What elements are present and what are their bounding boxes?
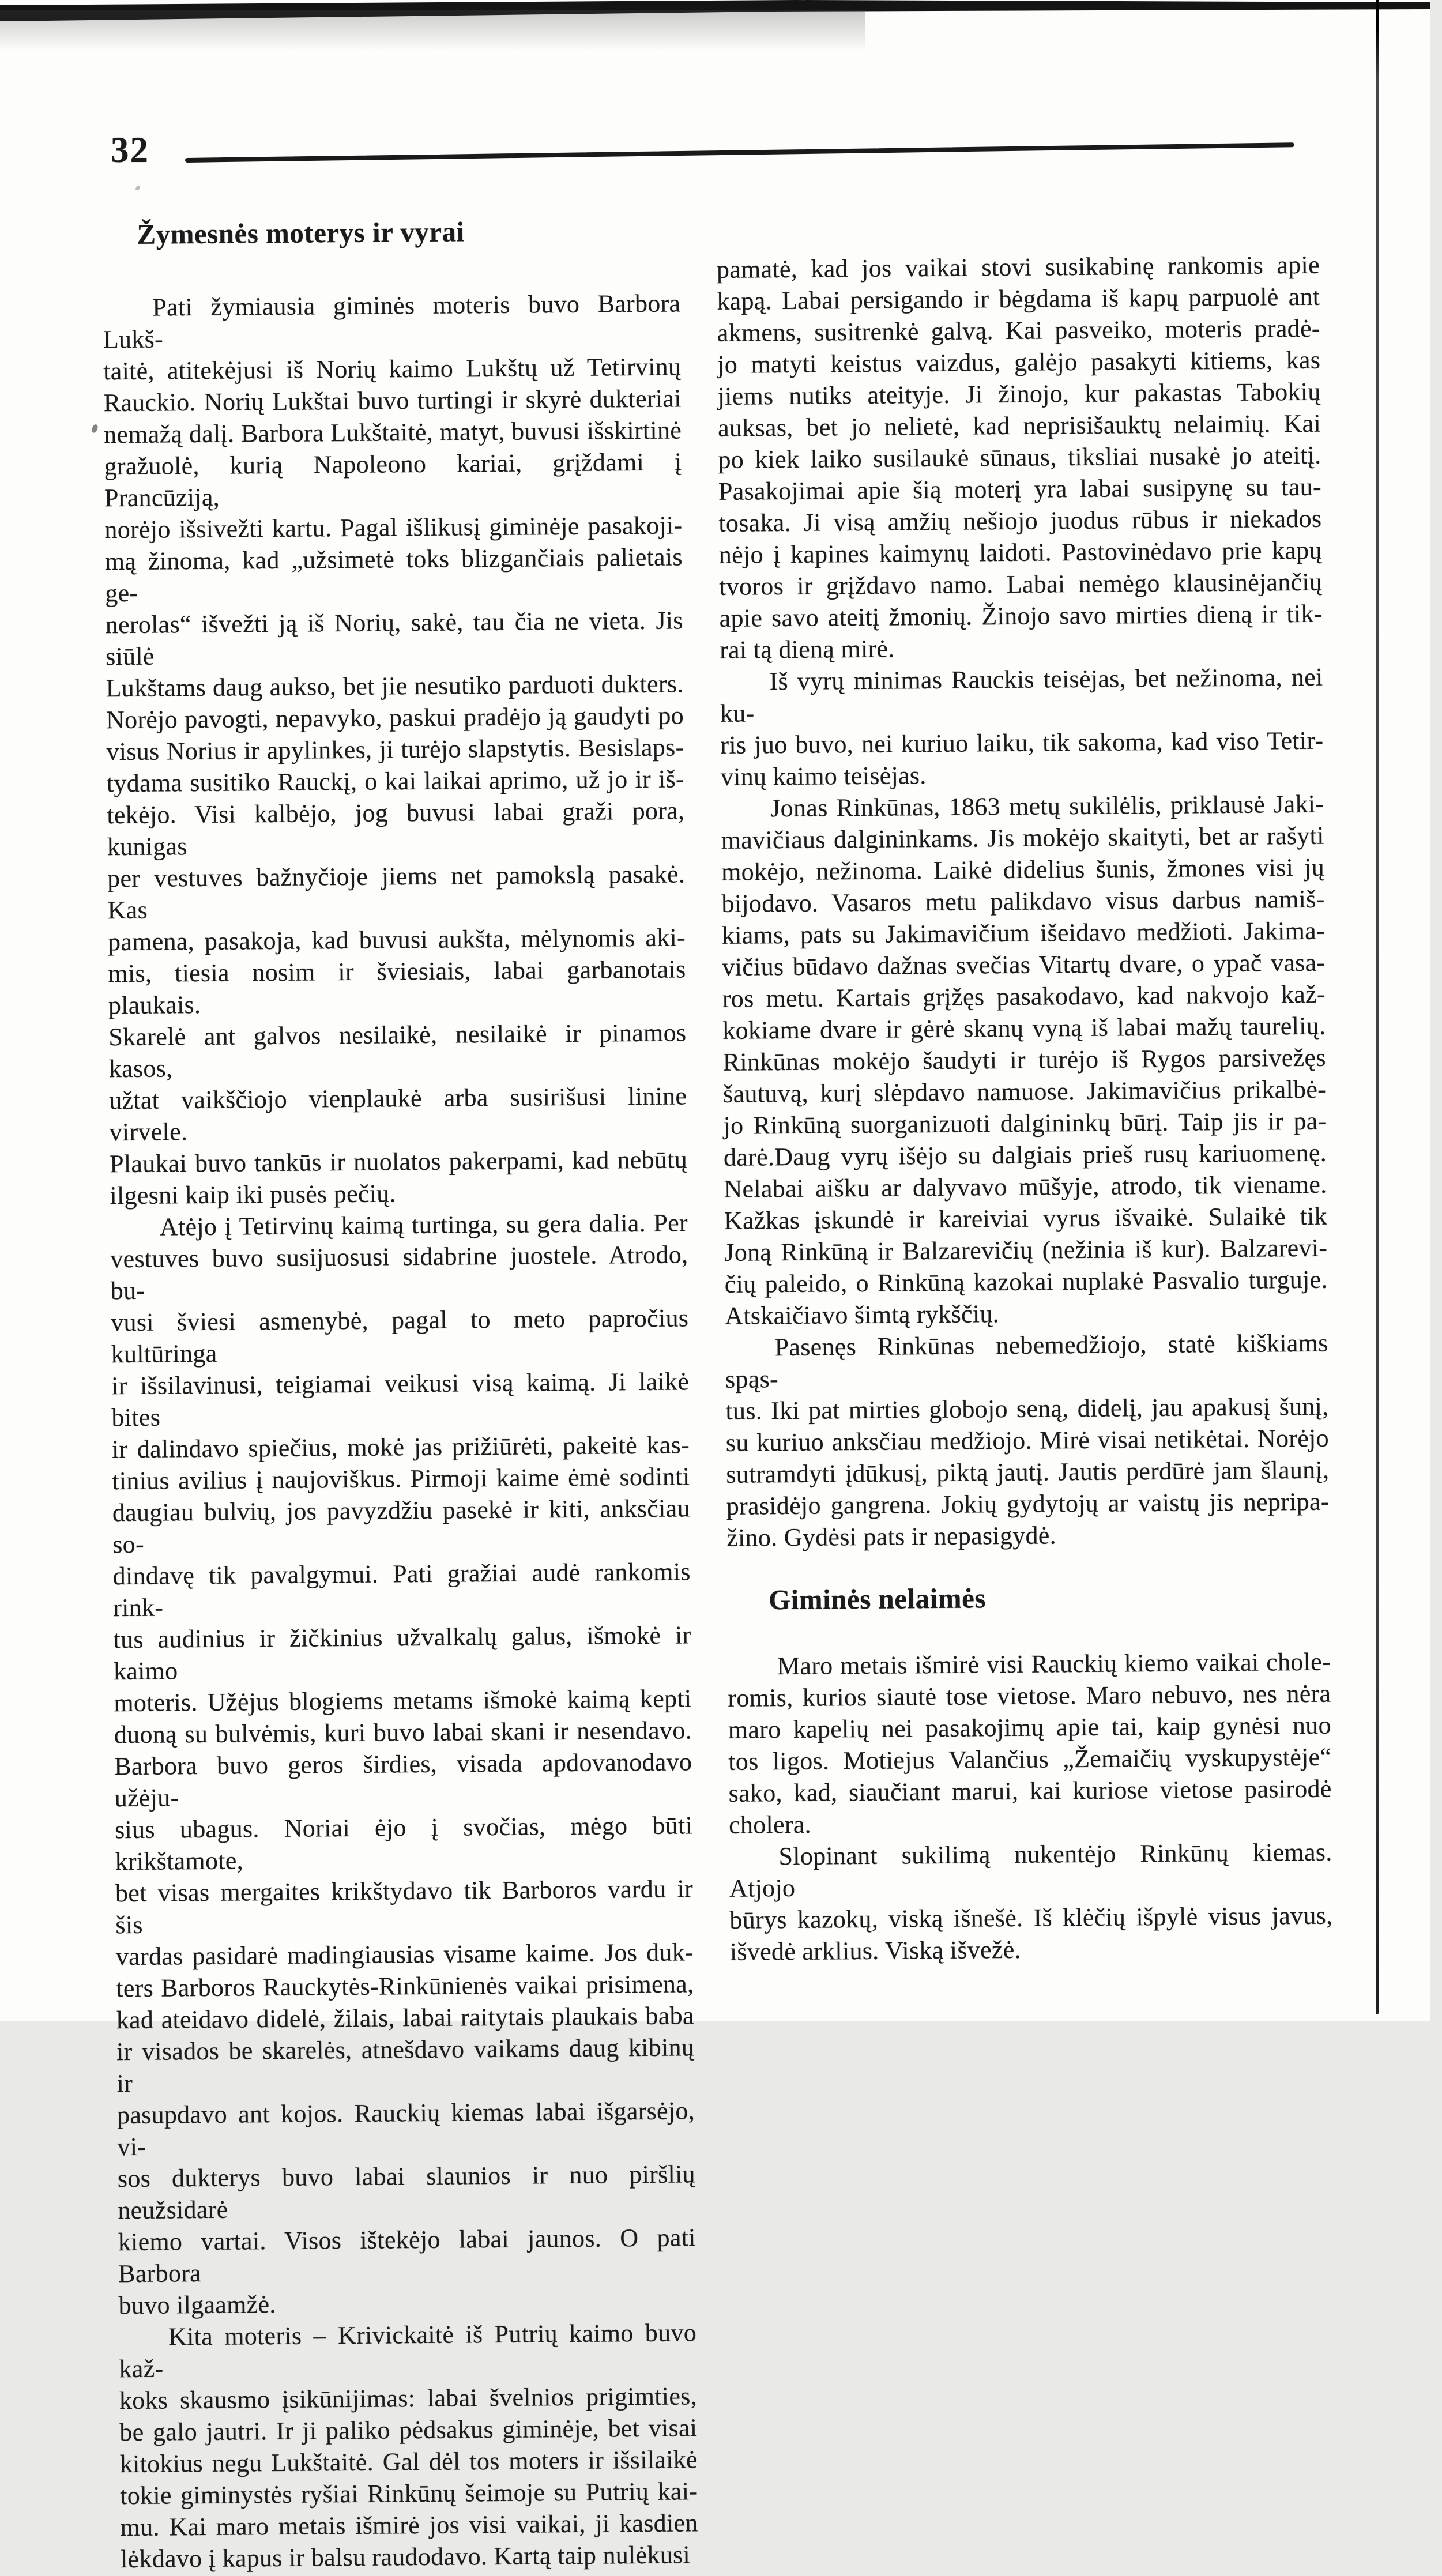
text-line: lėkdavo į kapus ir balsu raudodavo. Kartą taip nulėkusi	[120, 2540, 691, 2574]
paragraph	[103, 287, 687, 1211]
text-line: ris juo buvo, nei kuriuo laiku, tik sakoma, kad viso Tetir-	[720, 726, 1324, 759]
right-column	[717, 249, 1333, 1968]
text-line: vardas pasidarė madingiausias visame kaime. Jos duk-	[115, 1938, 694, 1971]
text-line: Joną Rinkūną ir Balzarevičių (nežinia iš kur). Balzarevi-	[724, 1233, 1328, 1267]
text-line: mis, tiesia nosim ir šviesiais, labai garbanotais plaukais.	[108, 955, 686, 1020]
text-line: moteris. Užėjus blogiems metams išmokė kaimą kepti	[114, 1684, 692, 1718]
text-line: jo Rinkūną suorganizuoti dalgininkų būrį. Taip jis ir pa-	[723, 1106, 1327, 1140]
text-line: jo matyti keistus vaizdus, galėjo pasakyti kitiems, kas	[717, 345, 1321, 379]
text-line: išvedė arklius. Viską išvežė.	[729, 1935, 1022, 1966]
text-line: akmens, susitrenkė galvą. Kai pasveiko, moteris pradė-	[717, 314, 1320, 347]
paragraph	[728, 1646, 1332, 1841]
text-line: nerolas“ išvežti ją iš Norių, sakė, tau čia ne vieta. Jis siūlė	[105, 606, 683, 671]
text-line: kokiame dvare ir gėrė skanų vyną iš labai mažų taurelių.	[722, 1011, 1326, 1045]
text-line: mavičiaus dalgininkams. Jis mokėjo skaityti, bet ar rašyti	[721, 821, 1324, 854]
text-line: pamatė, kad jos vaikai stovi susikabinę rankomis apie	[716, 250, 1320, 284]
text-line: sako, kad, siaučiant marui, kai kuriose vietose pasirodė	[728, 1774, 1332, 1807]
text-line: cholera.	[728, 1810, 812, 1839]
text-line: Plaukai buvo tankūs ir nuolatos pakerpami, kad nebūtų	[109, 1145, 688, 1178]
right-column-text-lower	[728, 1646, 1333, 1968]
text-line: tos ligos. Motiejus Valančius „Žemaičių vyskupystėje“	[728, 1742, 1332, 1776]
text-line: daugiau bulvių, jos pavyzdžiu pasekė ir kiti, anksčiau so-	[112, 1494, 690, 1559]
text-line: ilgesni kaip iki pusės pečių.	[110, 1179, 396, 1210]
text-line: nėjo į kapines kaimynų laidoti. Pastovinėdavo prie kapų	[718, 536, 1322, 569]
text-line: šautuvą, kurį slėpdavo namuose. Jakimavičius prikalbė-	[722, 1075, 1327, 1108]
text-line: Rauckio. Norių Lukštai buvo turtingi ir skyrė dukteriai	[103, 384, 682, 417]
text-line: norėjo išsivežti kartu. Pagal išlikusį giminėje pasakoji-	[104, 511, 683, 544]
text-line: ir dalindavo spiečius, mokė jas prižiūrėti, pakeitė kas-	[111, 1430, 690, 1464]
text-line: bet visas mergaites krikštydavo tik Barboros vardu ir šis	[115, 1874, 694, 1939]
text-line: vestuves buvo susijuosusi sidabrine juostele. Atrodo, bu-	[110, 1240, 688, 1305]
text-line: po kiek laiko susilaukė sūnaus, tiksliai nusakė jo ateitį.	[718, 440, 1321, 474]
text-line: tydama susitiko Rauckį, o kai laikai aprimo, už jo ir iš-	[106, 764, 685, 798]
text-line: Jonas Rinkūnas, 1863 metų sukilėlis, priklausė Jaki-	[770, 789, 1324, 823]
text-line: Pasenęs Rinkūnas nebemedžiojo, statė kiškiams spąs-	[725, 1328, 1328, 1394]
text-line: mą žinoma, kad „užsimetė toks blizgančiais palietais ge-	[104, 543, 683, 608]
text-line: tvoros ir grįždavo namo. Labai nemėgo klausinėjančių	[719, 567, 1323, 601]
text-line: apie savo ateitį žmonių. Žinojo savo mirties dieną ir tik-	[719, 599, 1323, 632]
text-line: Lukštams daug aukso, bet jie nesutiko parduoti dukters.	[106, 669, 684, 703]
paragraph	[729, 1836, 1333, 1968]
text-line: darė.Daug vyrų išėjo su dalgiais prieš rusų kariuomenę.	[723, 1138, 1327, 1172]
text-line: buvo ilgaamžė.	[118, 2290, 276, 2320]
text-line: sius ubagus. Noriai ėjo į svočias, mėgo būti krikštamote,	[114, 1811, 693, 1876]
right-column-text-upper	[717, 249, 1330, 1554]
text-line: prasidėjo gangrena. Jokių gydytojų ar vaistų jis nepripa-	[726, 1487, 1330, 1520]
text-line: pamena, pasakoja, kad buvusi aukšta, mėlynomis aki-	[107, 923, 686, 956]
text-line: Maro metais išmirė visi Rauckių kiemo vaikai chole-	[777, 1647, 1331, 1681]
left-column-text	[103, 287, 698, 2575]
text-line: Kita moteris – Krivickaitė iš Putrių kaimo buvo kaž-	[119, 2318, 697, 2383]
text-line: Barbora buvo geros širdies, visada apdovanodavo užėju-	[114, 1748, 692, 1813]
text-line: gražuolė, kurią Napoleono kariai, grįždami į Prancūziją,	[104, 447, 682, 513]
text-line: mokėjo, nežinoma. Laikė didelius šunis, žmones visi jų	[721, 853, 1325, 886]
section-heading-notable-women-and-men: Žymesnės moterys ir vyrai	[137, 216, 465, 250]
text-line: Pasakojimai apie šią moterį yra labai susipynę su tau-	[718, 472, 1322, 506]
text-line: Atėjo į Tetirvinų kaimą turtinga, su gera dalia. Per	[159, 1208, 688, 1241]
text-line: tekėjo. Visi kalbėjo, jog buvusi labai graži pora, kunigas	[107, 796, 685, 861]
paragraph	[725, 1327, 1330, 1554]
paragraph	[119, 2317, 698, 2575]
text-line: čių paleido, o Rinkūną kazokai nuplakė Pasvalio turguje.	[724, 1265, 1328, 1298]
text-line: Nelabai aišku ar dalyvavo mūšyje, atrodo, tik viename.	[724, 1170, 1327, 1203]
text-line: auksas, bet jo nelietė, kad neprisišauktų nelaimių. Kai	[717, 409, 1321, 442]
text-line: vusi šviesi asmenybė, pagal to meto papročius kultūringa	[111, 1304, 689, 1369]
text-line: su kuriuo anksčiau medžiojo. Mirė visai netikėtai. Norėjo	[725, 1423, 1330, 1457]
text-line: tus audinius ir žičkinius užvalkalų galus, išmokė ir kaimo	[113, 1621, 691, 1686]
text-line: nemažą dalį. Barbora Lukštaitė, matyt, buvusi išskirtinė	[103, 416, 682, 449]
text-line: kiemo vartai. Visos ištekėjo labai jaunos. O pati Barbora	[118, 2223, 696, 2288]
text-line: romis, kurios siautė tose vietose. Maro nebuvo, nes nėra	[728, 1679, 1331, 1712]
paragraph	[720, 661, 1324, 793]
paragraph	[721, 788, 1328, 1332]
text-line: ir visados be skarelės, atnešdavo vaikams daug kibinų ir	[116, 2033, 695, 2098]
left-column	[102, 214, 698, 2575]
text-line: maro kapelių nei pasakojimų apie tai, kaip gynėsi nuo	[728, 1711, 1331, 1744]
text-line: per vestuves bažnyčioje jiems net pamokslą pasakė. Kas	[107, 860, 686, 925]
text-line: kitokius negu Lukštaitė. Gal dėl tos moters ir išsilaikė	[119, 2445, 698, 2479]
text-line: kapą. Labai persigando ir bėgdama iš kapų parpuolė ant	[717, 282, 1320, 315]
text-line: taitė, atitekėjusi iš Norių kaimo Lukštų už Tetirvinų	[103, 352, 682, 386]
text-line: užtat vaikščiojo vienplaukė arba susirišusi linine virvele.	[109, 1082, 687, 1147]
text-line: Rinkūnas mokėjo šaudyti ir turėjo iš Rygos parsivežęs	[722, 1043, 1326, 1076]
page-number: 32	[111, 130, 149, 170]
section-heading-family-misfortunes: Giminės nelaimės	[768, 1582, 987, 1616]
text-line: ros metu. Kartais grįžęs pasakodavo, kad nakvojo kaž-	[722, 980, 1326, 1013]
text-line: ir išsilavinusi, teigiamai veikusi visą kaimą. Ji laikė bites	[111, 1367, 690, 1432]
text-line: dindavę tik pavalgymui. Pati gražiai audė rankomis rink-	[112, 1557, 691, 1622]
text-line: duoną su bulvėmis, kuri buvo labai skani ir nesendavo.	[114, 1716, 692, 1749]
text-line: Kažkas įskundė ir kareiviai vyrus išvaikė. Sulaikė tik	[724, 1202, 1328, 1235]
text-line: Pati žymiausia giminės moteris buvo Barbora Lukš-	[103, 289, 681, 354]
text-line: jiems nutiks ateityje. Ji žinojo, kur pakastas Tabokių	[717, 377, 1321, 410]
text-line: ters Barboros Rauckytės-Rinkūnienės vaikai prisimena,	[116, 1969, 694, 2003]
text-line: būrys kazokų, viską išnešė. Iš klėčių išpylė visus javus,	[729, 1901, 1333, 1934]
text-line: tus. Iki pat mirties globojo seną, didelį, jau apakusį šunį,	[725, 1392, 1329, 1425]
text-line: pasupdavo ant kojos. Rauckių kiemas labai išgarsėjo, vi-	[116, 2096, 695, 2161]
text-line: tinius avilius į naujoviškus. Pirmoji kaime ėmė sodinti	[112, 1462, 690, 1496]
text-line: žino. Gydėsi pats ir nepasigydė.	[726, 1521, 1057, 1552]
text-line: vinų kaimo teisėjas.	[720, 761, 927, 791]
text-line: kiams, pats su Jakimavičium išeidavo medžioti. Jakima-	[721, 916, 1326, 950]
text-line: kad ateidavo didelė, žilais, labai raitytais plaukais baba	[116, 2001, 694, 2035]
text-line: sos dukterys buvo labai slaunios ir nuo piršlių neužsidarė	[117, 2160, 696, 2225]
text-line: Skarelė ant galvos nesilaikė, nesilaikė ir pinamos kasos,	[108, 1018, 687, 1083]
paragraph	[110, 1207, 696, 2321]
text-line: tokie giminystės ryšiai Rinkūnų šeimoje su Putrių kai-	[120, 2477, 698, 2510]
text-line: Slopinant sukilimą nukentėjo Rinkūnų kiemas. Atjojo	[729, 1837, 1332, 1903]
text-line: sutramdyti įdūkusį, piktą jautį. Jautis perdūrė jam šlaunį,	[726, 1455, 1330, 1489]
text-line: visus Norius ir apylinkes, ji turėjo slapstytis. Besislaps-	[106, 733, 684, 766]
text-line: be galo jautri. Ir ji paliko pėdsakus giminėje, bet visai	[119, 2413, 698, 2447]
text-line: bijodavo. Vasaros metu palikdavo visus darbus namiš-	[721, 884, 1325, 918]
text-line: tosaka. Ji visą amžių nešiojo juodus rūbus ir niekados	[718, 504, 1322, 537]
text-line: vičius būdavo dažnas svečias Vitartų dvare, o ypač vasa-	[722, 948, 1326, 981]
text-line: Norėjo pavogti, nepavyko, paskui pradėjo ją gaudyti po	[106, 701, 684, 735]
text-line: Atskaičiavo šimtą rykščių.	[724, 1300, 1000, 1330]
text-line: koks skausmo įsikūnijimas: labai švelnios prigimties,	[119, 2382, 698, 2415]
text-line: mu. Kai maro metais išmirė jos visi vaikai, ji kasdien	[120, 2509, 698, 2542]
paragraph	[717, 249, 1323, 666]
text-line: rai tą dieną mirė.	[719, 634, 895, 664]
text-line: Iš vyrų minimas Rauckis teisėjas, bet nežinoma, nei ku-	[720, 662, 1323, 728]
